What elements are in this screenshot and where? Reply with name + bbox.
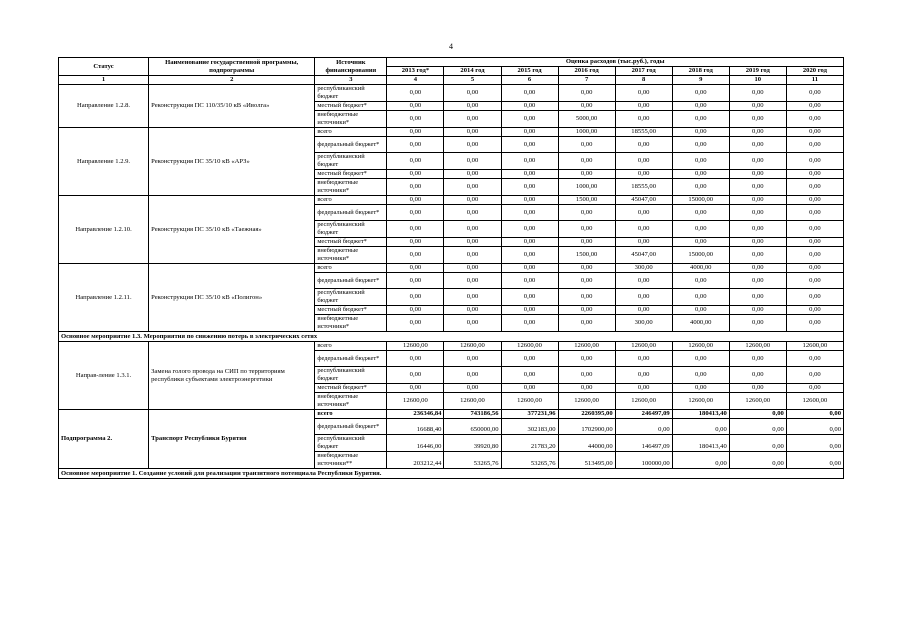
value-cell: 0,00 — [501, 153, 558, 170]
value-cell: 0,00 — [387, 273, 444, 289]
value-cell: 300,00 — [615, 264, 672, 273]
funding-source-cell: внебюджетные источники* — [315, 393, 387, 410]
value-cell: 0,00 — [501, 111, 558, 128]
value-cell: 0,00 — [786, 435, 843, 452]
header-col-number: 5 — [444, 76, 501, 85]
header-year: 2013 год* — [387, 67, 444, 76]
value-cell: 0,00 — [501, 264, 558, 273]
program-name-cell: Реконструкция ПС 35/10 кВ «Полигон» — [149, 264, 315, 332]
value-cell: 0,00 — [558, 221, 615, 238]
funding-source-cell: местный бюджет* — [315, 102, 387, 111]
funding-source-cell: федеральный бюджет* — [315, 351, 387, 367]
value-cell: 12600,00 — [729, 342, 786, 351]
value-cell: 0,00 — [672, 221, 729, 238]
value-cell: 0,00 — [672, 205, 729, 221]
value-cell: 0,00 — [444, 196, 501, 205]
status-cell: Направление 1.2.9. — [59, 128, 149, 196]
section-row — [59, 469, 844, 479]
value-cell: 0,00 — [558, 170, 615, 179]
value-cell: 0,00 — [387, 205, 444, 221]
value-cell: 0,00 — [615, 170, 672, 179]
value-cell: 1000,00 — [558, 179, 615, 196]
value-cell: 203212,44 — [387, 452, 444, 469]
value-cell: 39920,80 — [444, 435, 501, 452]
value-cell: 0,00 — [387, 179, 444, 196]
value-cell: 0,00 — [444, 247, 501, 264]
value-cell: 53265,76 — [444, 452, 501, 469]
table-row — [59, 85, 844, 102]
value-cell: 15000,00 — [672, 247, 729, 264]
value-cell: 0,00 — [786, 170, 843, 179]
value-cell: 0,00 — [786, 102, 843, 111]
funding-source-cell: всего — [315, 342, 387, 351]
value-cell: 0,00 — [672, 111, 729, 128]
value-cell: 100000,00 — [615, 452, 672, 469]
value-cell: 0,00 — [501, 247, 558, 264]
program-name-cell: Реконструкция ПС 110/35/10 кВ «Иволга» — [149, 85, 315, 128]
value-cell: 0,00 — [444, 153, 501, 170]
funding-source-cell: всего — [315, 264, 387, 273]
value-cell: 15000,00 — [672, 196, 729, 205]
value-cell: 0,00 — [672, 170, 729, 179]
value-cell: 0,00 — [501, 102, 558, 111]
value-cell: 743186,56 — [444, 410, 501, 419]
value-cell: 0,00 — [387, 247, 444, 264]
value-cell: 180413,40 — [672, 435, 729, 452]
value-cell: 0,00 — [558, 205, 615, 221]
value-cell: 0,00 — [615, 419, 672, 435]
value-cell: 650000,00 — [444, 419, 501, 435]
header-col-number: 11 — [786, 76, 843, 85]
value-cell: 0,00 — [615, 367, 672, 384]
value-cell: 0,00 — [615, 221, 672, 238]
value-cell: 0,00 — [729, 85, 786, 102]
value-cell: 0,00 — [786, 289, 843, 306]
value-cell: 0,00 — [729, 238, 786, 247]
header-year: 2017 год — [615, 67, 672, 76]
value-cell: 0,00 — [501, 367, 558, 384]
value-cell: 0,00 — [558, 351, 615, 367]
funding-source-cell: всего — [315, 128, 387, 137]
value-cell: 0,00 — [672, 153, 729, 170]
value-cell: 0,00 — [387, 170, 444, 179]
value-cell: 0,00 — [501, 221, 558, 238]
value-cell: 0,00 — [387, 153, 444, 170]
status-cell: Направление 1.2.10. — [59, 196, 149, 264]
funding-source-cell: федеральный бюджет* — [315, 419, 387, 435]
value-cell: 0,00 — [501, 205, 558, 221]
value-cell: 0,00 — [786, 128, 843, 137]
value-cell: 0,00 — [444, 238, 501, 247]
value-cell: 0,00 — [672, 102, 729, 111]
value-cell: 0,00 — [558, 315, 615, 332]
header-estimate: Оценка расходов (тыс.руб.), годы — [387, 58, 844, 67]
value-cell: 18555,00 — [615, 128, 672, 137]
funding-source-cell: федеральный бюджет* — [315, 205, 387, 221]
value-cell: 0,00 — [729, 128, 786, 137]
value-cell: 0,00 — [786, 384, 843, 393]
funding-source-cell: внебюджетные источники** — [315, 452, 387, 469]
value-cell: 0,00 — [786, 247, 843, 264]
value-cell: 0,00 — [615, 384, 672, 393]
value-cell: 146497,09 — [615, 435, 672, 452]
value-cell: 0,00 — [672, 273, 729, 289]
funding-source-cell: республиканский бюджет — [315, 221, 387, 238]
value-cell: 0,00 — [729, 410, 786, 419]
table-row — [59, 410, 844, 419]
value-cell: 0,00 — [501, 137, 558, 153]
value-cell: 44000,00 — [558, 435, 615, 452]
value-cell: 45047,00 — [615, 247, 672, 264]
value-cell: 0,00 — [786, 238, 843, 247]
value-cell: 0,00 — [729, 419, 786, 435]
value-cell: 0,00 — [729, 221, 786, 238]
table-row — [59, 264, 844, 273]
value-cell: 0,00 — [786, 452, 843, 469]
value-cell: 2260395,00 — [558, 410, 615, 419]
header-col-number: 9 — [672, 76, 729, 85]
value-cell: 12600,00 — [444, 393, 501, 410]
program-name-cell: Транспорт Республики Бурятия — [149, 410, 315, 469]
value-cell: 12600,00 — [672, 393, 729, 410]
funding-source-cell: федеральный бюджет* — [315, 273, 387, 289]
value-cell: 0,00 — [729, 205, 786, 221]
value-cell: 0,00 — [387, 306, 444, 315]
funding-source-cell: местный бюджет* — [315, 238, 387, 247]
value-cell: 0,00 — [501, 196, 558, 205]
value-cell: 0,00 — [786, 367, 843, 384]
value-cell: 0,00 — [558, 137, 615, 153]
funding-source-cell: внебюджетные источники* — [315, 179, 387, 196]
value-cell: 0,00 — [387, 367, 444, 384]
value-cell: 0,00 — [786, 153, 843, 170]
funding-source-cell: республиканский бюджет — [315, 153, 387, 170]
value-cell: 5000,00 — [558, 111, 615, 128]
value-cell: 0,00 — [444, 264, 501, 273]
value-cell: 1000,00 — [558, 128, 615, 137]
value-cell: 0,00 — [444, 179, 501, 196]
value-cell: 0,00 — [387, 238, 444, 247]
table-row — [59, 342, 844, 351]
header-col-number: 3 — [315, 76, 387, 85]
value-cell: 0,00 — [672, 137, 729, 153]
value-cell: 0,00 — [615, 153, 672, 170]
value-cell: 0,00 — [615, 137, 672, 153]
value-cell: 12600,00 — [558, 393, 615, 410]
funding-source-cell: всего — [315, 410, 387, 419]
value-cell: 0,00 — [786, 315, 843, 332]
value-cell: 18555,00 — [615, 179, 672, 196]
funding-source-cell: внебюджетные источники* — [315, 247, 387, 264]
value-cell: 1500,00 — [558, 247, 615, 264]
value-cell: 0,00 — [786, 111, 843, 128]
status-cell: Направление 1.2.8. — [59, 85, 149, 128]
funding-source-cell: внебюджетные источники* — [315, 315, 387, 332]
value-cell: 0,00 — [729, 367, 786, 384]
header-year: 2015 год — [501, 67, 558, 76]
value-cell: 0,00 — [444, 128, 501, 137]
value-cell: 513495,00 — [558, 452, 615, 469]
value-cell: 0,00 — [729, 179, 786, 196]
value-cell: 1500,00 — [558, 196, 615, 205]
value-cell: 0,00 — [615, 273, 672, 289]
value-cell: 0,00 — [387, 221, 444, 238]
value-cell: 0,00 — [615, 85, 672, 102]
value-cell: 0,00 — [672, 179, 729, 196]
value-cell: 0,00 — [672, 306, 729, 315]
value-cell: 0,00 — [444, 315, 501, 332]
value-cell: 0,00 — [444, 85, 501, 102]
value-cell: 0,00 — [558, 306, 615, 315]
funding-source-cell: внебюджетные источники* — [315, 111, 387, 128]
value-cell: 12600,00 — [786, 342, 843, 351]
value-cell: 0,00 — [729, 384, 786, 393]
value-cell: 0,00 — [558, 85, 615, 102]
value-cell: 0,00 — [615, 111, 672, 128]
value-cell: 0,00 — [672, 128, 729, 137]
value-cell: 0,00 — [558, 289, 615, 306]
status-cell: Подпрограмма 2. — [59, 410, 149, 469]
value-cell: 0,00 — [501, 85, 558, 102]
value-cell: 0,00 — [501, 384, 558, 393]
value-cell: 12600,00 — [501, 342, 558, 351]
funding-source-cell: республиканский бюджет — [315, 435, 387, 452]
value-cell: 0,00 — [786, 221, 843, 238]
header-year: 2019 год — [729, 67, 786, 76]
value-cell: 0,00 — [786, 273, 843, 289]
value-cell: 0,00 — [615, 205, 672, 221]
header-status: Статус — [59, 58, 149, 76]
value-cell: 0,00 — [444, 273, 501, 289]
value-cell: 0,00 — [387, 351, 444, 367]
table-row — [59, 128, 844, 137]
value-cell: 0,00 — [672, 452, 729, 469]
value-cell: 0,00 — [672, 289, 729, 306]
funding-source-cell: федеральный бюджет* — [315, 137, 387, 153]
value-cell: 0,00 — [672, 351, 729, 367]
value-cell: 0,00 — [729, 153, 786, 170]
status-cell: Направление 1.2.11. — [59, 264, 149, 332]
value-cell: 21783,20 — [501, 435, 558, 452]
value-cell: 12600,00 — [558, 342, 615, 351]
value-cell: 0,00 — [615, 306, 672, 315]
value-cell: 45047,00 — [615, 196, 672, 205]
value-cell: 0,00 — [729, 435, 786, 452]
value-cell: 0,00 — [558, 273, 615, 289]
table-row — [59, 196, 844, 205]
value-cell: 4000,00 — [672, 264, 729, 273]
value-cell: 16688,40 — [387, 419, 444, 435]
header-col-number: 10 — [729, 76, 786, 85]
value-cell: 0,00 — [444, 111, 501, 128]
value-cell: 0,00 — [387, 102, 444, 111]
funding-source-cell: республиканский бюджет — [315, 289, 387, 306]
value-cell: 53265,76 — [501, 452, 558, 469]
value-cell: 0,00 — [729, 264, 786, 273]
value-cell: 0,00 — [501, 306, 558, 315]
header-year: 2014 год — [444, 67, 501, 76]
value-cell: 0,00 — [786, 85, 843, 102]
value-cell: 0,00 — [786, 264, 843, 273]
section-title: Основное мероприятие 1. Создание условий для реализации транзитного потенциала Республики Бурятия. — [59, 469, 844, 479]
value-cell: 0,00 — [444, 367, 501, 384]
funding-source-cell: всего — [315, 196, 387, 205]
funding-source-cell: местный бюджет* — [315, 384, 387, 393]
value-cell: 0,00 — [786, 419, 843, 435]
value-cell: 12600,00 — [501, 393, 558, 410]
funding-source-cell: местный бюджет* — [315, 170, 387, 179]
value-cell: 0,00 — [444, 170, 501, 179]
header-col-number: 2 — [149, 76, 315, 85]
value-cell: 377231,96 — [501, 410, 558, 419]
value-cell: 0,00 — [501, 315, 558, 332]
value-cell: 0,00 — [501, 179, 558, 196]
program-name-cell: Замена голого провода на СИП по территориям республики субъектами электроэнергетики — [149, 342, 315, 410]
page-number: 4 — [449, 42, 453, 51]
value-cell: 0,00 — [672, 384, 729, 393]
value-cell: 0,00 — [387, 264, 444, 273]
value-cell: 300,00 — [615, 315, 672, 332]
value-cell: 0,00 — [387, 315, 444, 332]
value-cell: 12600,00 — [615, 393, 672, 410]
value-cell: 1702900,00 — [558, 419, 615, 435]
program-name-cell: Реконструкция ПС 35/10 кВ «АРЗ» — [149, 128, 315, 196]
value-cell: 0,00 — [615, 238, 672, 247]
value-cell: 12600,00 — [444, 342, 501, 351]
value-cell: 0,00 — [501, 238, 558, 247]
value-cell: 12600,00 — [615, 342, 672, 351]
value-cell: 0,00 — [444, 205, 501, 221]
value-cell: 0,00 — [501, 128, 558, 137]
value-cell: 0,00 — [387, 289, 444, 306]
value-cell: 0,00 — [729, 289, 786, 306]
value-cell: 0,00 — [786, 306, 843, 315]
value-cell: 0,00 — [615, 351, 672, 367]
value-cell: 0,00 — [558, 384, 615, 393]
expenditure-table — [58, 57, 844, 479]
header-year: 2020 год — [786, 67, 843, 76]
value-cell: 0,00 — [501, 351, 558, 367]
value-cell: 0,00 — [672, 238, 729, 247]
funding-source-cell: республиканский бюджет — [315, 85, 387, 102]
value-cell: 0,00 — [558, 238, 615, 247]
value-cell: 4000,00 — [672, 315, 729, 332]
value-cell: 0,00 — [729, 247, 786, 264]
value-cell: 0,00 — [501, 170, 558, 179]
header-year: 2016 год — [558, 67, 615, 76]
funding-source-cell: местный бюджет* — [315, 306, 387, 315]
value-cell: 0,00 — [387, 384, 444, 393]
value-cell: 0,00 — [729, 452, 786, 469]
value-cell: 0,00 — [558, 367, 615, 384]
value-cell: 0,00 — [786, 410, 843, 419]
value-cell: 0,00 — [615, 289, 672, 306]
value-cell: 0,00 — [387, 128, 444, 137]
value-cell: 0,00 — [387, 111, 444, 128]
value-cell: 0,00 — [786, 196, 843, 205]
value-cell: 0,00 — [444, 351, 501, 367]
value-cell: 0,00 — [387, 85, 444, 102]
value-cell: 0,00 — [444, 102, 501, 111]
header-col-number: 4 — [387, 76, 444, 85]
funding-source-cell: республиканский бюджет — [315, 367, 387, 384]
value-cell: 16446,00 — [387, 435, 444, 452]
value-cell: 236346,84 — [387, 410, 444, 419]
value-cell: 0,00 — [729, 170, 786, 179]
value-cell: 12600,00 — [786, 393, 843, 410]
value-cell: 12600,00 — [729, 393, 786, 410]
value-cell: 0,00 — [444, 289, 501, 306]
value-cell: 12600,00 — [387, 342, 444, 351]
value-cell: 302183,00 — [501, 419, 558, 435]
header-funding-source: Источник финансирования — [315, 58, 387, 76]
value-cell: 0,00 — [387, 137, 444, 153]
value-cell: 0,00 — [729, 137, 786, 153]
value-cell: 12600,00 — [672, 342, 729, 351]
section-title: Основное мероприятие 1.3. Мероприятия по снижению потерь в электрических сетях — [59, 332, 844, 342]
value-cell: 0,00 — [729, 306, 786, 315]
value-cell: 0,00 — [444, 306, 501, 315]
value-cell: 0,00 — [729, 273, 786, 289]
status-cell: Направ-ление 1.3.1. — [59, 342, 149, 410]
value-cell: 0,00 — [444, 384, 501, 393]
value-cell: 0,00 — [729, 351, 786, 367]
value-cell: 0,00 — [786, 205, 843, 221]
header-col-number: 1 — [59, 76, 149, 85]
value-cell: 246497,09 — [615, 410, 672, 419]
value-cell: 0,00 — [558, 102, 615, 111]
value-cell: 0,00 — [786, 351, 843, 367]
header-col-number: 6 — [501, 76, 558, 85]
value-cell: 0,00 — [558, 264, 615, 273]
program-name-cell: Реконструкция ПС 35/10 кВ «Таежная» — [149, 196, 315, 264]
value-cell: 0,00 — [444, 221, 501, 238]
value-cell: 0,00 — [729, 315, 786, 332]
value-cell: 180413,40 — [672, 410, 729, 419]
value-cell: 0,00 — [672, 85, 729, 102]
header-col-number: 8 — [615, 76, 672, 85]
value-cell: 0,00 — [387, 196, 444, 205]
value-cell: 0,00 — [786, 179, 843, 196]
header-year: 2018 год — [672, 67, 729, 76]
value-cell: 0,00 — [615, 102, 672, 111]
value-cell: 0,00 — [729, 111, 786, 128]
value-cell: 0,00 — [729, 196, 786, 205]
value-cell: 0,00 — [444, 137, 501, 153]
value-cell: 0,00 — [729, 102, 786, 111]
value-cell: 0,00 — [672, 367, 729, 384]
value-cell: 0,00 — [558, 153, 615, 170]
header-program-name: Наименование государственной программы, подпрограммы — [149, 58, 315, 76]
value-cell: 0,00 — [672, 419, 729, 435]
value-cell: 0,00 — [501, 273, 558, 289]
value-cell: 0,00 — [786, 137, 843, 153]
value-cell: 0,00 — [501, 289, 558, 306]
header-col-number: 7 — [558, 76, 615, 85]
section-row — [59, 332, 844, 342]
value-cell: 12600,00 — [387, 393, 444, 410]
